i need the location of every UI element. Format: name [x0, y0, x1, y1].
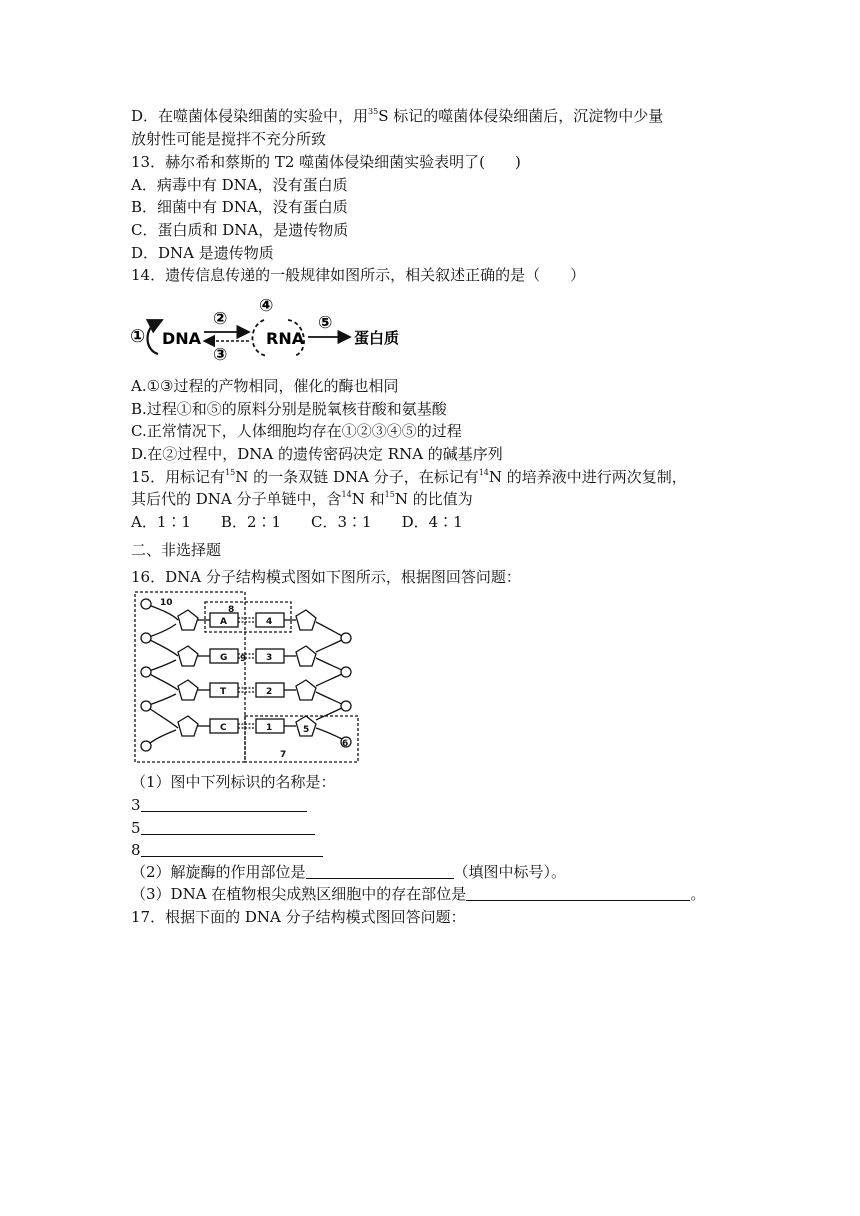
process-4-label: ④ — [259, 296, 274, 316]
item-5-label: 5 — [131, 819, 141, 837]
q12-option-d-line2: 放射性可能是搅拌不充分所致 — [131, 130, 327, 148]
q12-option-d-line1 — [131, 106, 663, 126]
sub2-blank[interactable] — [306, 864, 454, 879]
section-2-heading: 二、非选择题 — [131, 541, 222, 559]
q12-d-superscript: 35 — [368, 107, 379, 116]
q15-stem-line1 — [131, 467, 687, 487]
q16-item-5 — [131, 818, 315, 838]
left-base-4: C — [220, 723, 227, 733]
left-base-3: T — [220, 687, 227, 697]
q14-option-b: B.过程①和⑤的原料分别是脱氧核苷酸和氨基酸 — [131, 400, 447, 418]
sub2-text-b: （填图中标号）。 — [453, 863, 567, 881]
q13-stem: 13．赫尔希和蔡斯的 T2 噬菌体侵染细菌实验表明了( ) — [131, 153, 521, 171]
central-dogma-diagram — [128, 292, 418, 364]
process-2-label: ② — [213, 309, 228, 329]
label-6: 6 — [342, 739, 349, 749]
q15-sup-2: 14 — [478, 468, 489, 477]
sub3-blank[interactable] — [466, 886, 690, 901]
q16-item-8 — [131, 840, 323, 860]
q14-option-a: A.①③过程的产物相同，催化的酶也相同 — [131, 377, 399, 395]
item-3-label: 3 — [131, 796, 141, 814]
q14-option-d: D.在②过程中，DNA 的遗传密码决定 RNA 的碱基序列 — [131, 445, 503, 463]
q15-sup-4: 15 — [384, 490, 395, 499]
item-8-blank[interactable] — [141, 842, 323, 857]
sub3-text-a: （3）DNA 在植物根尖成熟区细胞中的存在部位是 — [131, 885, 467, 903]
item-3-blank[interactable] — [141, 797, 307, 812]
q14-stem: 14．遗传信息传递的一般规律如图所示，相关叙述正确的是（ ） — [131, 266, 586, 284]
label-7: 7 — [280, 750, 287, 760]
q16-sub1: （1）图中下列标识的名称是： — [131, 773, 336, 791]
label-9: 9 — [240, 654, 247, 664]
process-5-label: ⑤ — [318, 313, 333, 333]
q13-option-d: D．DNA 是遗传物质 — [131, 244, 274, 262]
item-5-blank[interactable] — [141, 820, 315, 835]
q16-sub3 — [131, 884, 705, 904]
q15-sup-1: 15 — [225, 468, 236, 477]
rna-label: RNA — [266, 329, 305, 348]
q15-text-4: 其后代的 DNA 分子单链中，含 — [131, 490, 342, 508]
q15-text-1: 15．用标记有 — [131, 468, 226, 486]
q14-option-c: C.正常情况下，人体细胞均存在①②③④⑤的过程 — [131, 422, 462, 440]
sub2-text-a: （2）解旋酶的作用部位是 — [131, 863, 306, 881]
q15-text-6: N 的比值为 — [394, 490, 473, 508]
q16-stem: 16．DNA 分子结构模式图如下图所示，根据图回答问题： — [131, 568, 521, 586]
right-base-4: 1 — [266, 723, 273, 733]
right-base-3: 2 — [266, 687, 273, 697]
q15-text-3: N 的培养液中进行两次复制， — [488, 468, 687, 486]
q15-text-5: N 和 — [351, 490, 385, 508]
q15-options: A．1∶1 B．2∶1 C．3∶1 D．4∶1 — [131, 513, 463, 531]
process-1-label: ① — [130, 326, 146, 347]
label-8: 8 — [228, 605, 235, 615]
item-8-label: 8 — [131, 841, 141, 859]
q15-sup-3: 14 — [341, 490, 352, 499]
right-base-2: 3 — [266, 653, 273, 663]
label-5: 5 — [303, 725, 310, 735]
protein-label: 蛋白质 — [354, 329, 400, 347]
q12-d-text-a: D．在噬菌体侵染细菌的实验中，用 — [131, 107, 369, 125]
dna-structure-diagram — [132, 590, 362, 766]
q13-option-a: A．病毒中有 DNA，没有蛋白质 — [131, 176, 348, 194]
left-base-2: G — [220, 653, 228, 663]
q13-option-b: B．细菌中有 DNA，没有蛋白质 — [131, 198, 348, 216]
left-base-1: A — [220, 617, 227, 627]
replication-arc — [148, 322, 159, 354]
q13-option-c: C．蛋白质和 DNA，是遗传物质 — [131, 221, 349, 239]
dna-label: DNA — [162, 329, 202, 348]
q15-text-2: N 的一条双链 DNA 分子，在标记有 — [235, 468, 479, 486]
q17-stem: 17．根据下面的 DNA 分子结构模式图回答问题： — [131, 908, 466, 926]
q12-d-text-b: S 标记的噬菌体侵染细菌后，沉淀物中少量 — [378, 107, 664, 125]
sub3-text-b: 。 — [690, 885, 706, 903]
right-base-1: 4 — [266, 617, 273, 627]
q15-stem-line2 — [131, 489, 473, 509]
process-3-label: ③ — [213, 345, 228, 364]
label-10: 10 — [160, 598, 173, 608]
q16-item-3 — [131, 795, 307, 815]
q16-sub2 — [131, 862, 566, 882]
